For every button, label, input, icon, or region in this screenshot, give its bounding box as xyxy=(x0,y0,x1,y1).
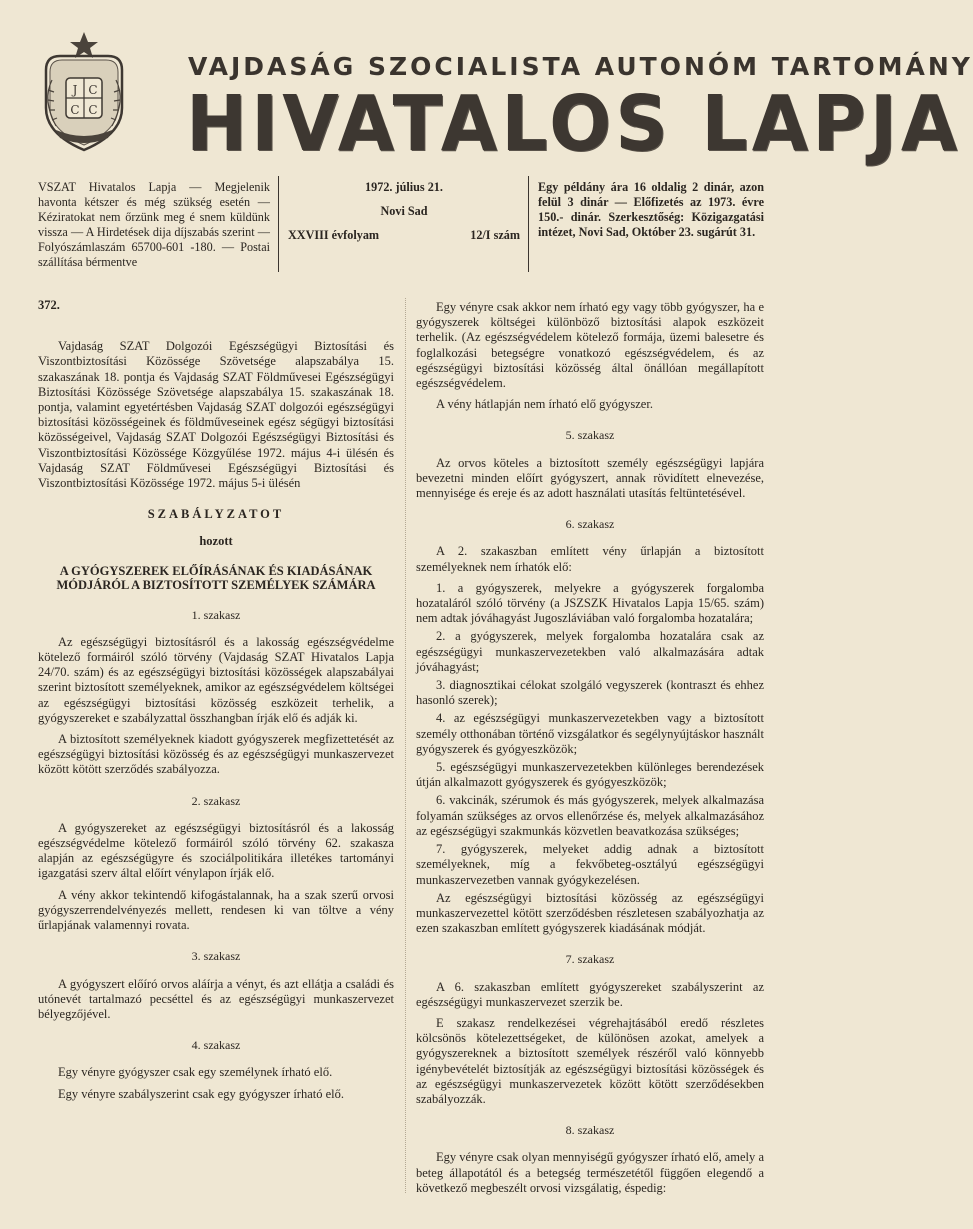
paragraph: Az orvos köteles a biztosított személy egészségügyi lapjára bevezetni minden előírt gyógyszert, annak rövidített elnevezése, mennyisége és ereje és az adott használati utasítás feltüntetésével. xyxy=(416,455,764,501)
masthead-supertitle: VAJDASÁG SZOCIALISTA AUTONÓM TARTOMÁNY xyxy=(188,52,973,81)
svg-text:C: C xyxy=(88,103,98,117)
preamble: Vajdaság SZAT Dolgozói Egészségügyi Biztosítási és Viszontbiztosítási Közössége Szövetsége alapszabálya 15. szakaszának 18. pontja és Vajdaság SZAT Földművesei Egészségügyi Biztosítási Közössége Szövetsége alapszabálya 15. szakaszának 18. pontja, valamint egyetértésben Vajdaság SZAT dolgozói egészségügyi biztosítási közösségeinek és földműveseinek egész ségügyi biztosítási közösségeivel, Vajdaság SZAT Dolgozói Egészségügyi Biztosítási és Viszontbiztosítási Közössége Közgyűlése 1972. május 4-i ülésén és Vajdaság SZAT Földművesei Egészségügyi Biztosítási és Viszontbiztosítási Közössége 1972. május 5-i ülésén xyxy=(38,339,394,491)
section-heading: 8. szakasz xyxy=(565,1123,615,1138)
right-column xyxy=(416,300,764,1202)
paragraph: Egy vényre szabályszerint csak egy gyógyszer írható elő. xyxy=(58,1086,345,1101)
svg-text:J: J xyxy=(72,83,78,97)
section-heading: 2. szakasz xyxy=(191,793,241,808)
list-item: 3. diagnosztikai célokat szolgáló vegyszerek (kontraszt és ehhez hasonló szerek); xyxy=(416,678,764,708)
section-heading: 3. szakasz xyxy=(191,949,241,964)
paragraph: A 2. szakaszban említett vény űrlapján a biztosított személyeknek nem írhatók elő: xyxy=(416,544,764,574)
header-divider xyxy=(528,176,529,272)
paragraph: Egy vényre csak akkor nem írható egy vagy több gyógyszer, ha e gyógyszerek költségei különböző biztosítási alapok eszközeit terhelik. (Az egészségvédelem kötelező formája, üzemi balesetre és foglalkozási betegségre vonatkozó egészségvédelem, és az egészségügyi biztosítási közösség által önállóan megállapított egészségvédelem. xyxy=(416,300,764,391)
masthead-title: HIVATALOS LAPJA xyxy=(186,79,962,170)
section-heading: 4. szakasz xyxy=(191,1038,241,1053)
section-heading: 1. szakasz xyxy=(191,607,241,622)
document-hozott: hozott xyxy=(199,534,233,549)
svg-text:C: C xyxy=(70,103,80,117)
paragraph: Az egészségügyi biztosítási közösség az egészségügyi munkaszervezettel kötött szerződésben részletesen szabályozhatja az ezen szakaszban említett gyógyszerek kiadásának módját. xyxy=(416,890,764,936)
paragraph: A 6. szakaszban említett gyógyszereket szabályszerint az egészségügyi munkaszervezet szerzik be. xyxy=(416,979,764,1009)
paragraph: A gyógyszereket az egészségügyi biztosításról és a lakosság egészségvédelme kötelező formáiról szóló törvény 62. szakasza alapján az egészségügyre és szociálpolitikára illetékes tartományi igazgatási szerv által előírt vénylapon írják elő. xyxy=(38,820,394,881)
issue-volume: XXVIII évfolyam xyxy=(288,228,380,242)
list-item: 5. egészségügyi munkaszervezetekben különleges berendezések útján alkalmazott gyógyszerek és gyógyeszközök; xyxy=(416,760,764,790)
paragraph: A biztosított személyeknek kiadott gyógyszerek megfizettetését az egészségügyi biztosítási közösség és az egészségügyi munkaszervezet között kötött szerződés szabályozza. xyxy=(38,732,394,777)
header-price-info: Egy példány ára 16 oldalig 2 dinár, azon felül 3 dinár — Előfizetés az 1973. évre 150.- dinár. Szerkesztőség: Közigazgatási intézet, Novi Sad, Október 23. sugárút 31. xyxy=(538,180,764,239)
section-heading: 5. szakasz xyxy=(565,428,615,443)
section-heading: 6. szakasz xyxy=(565,517,615,532)
left-column xyxy=(38,298,394,1108)
list-item: 2. a gyógyszerek, melyek forgalomba hozatalára csak az egészségügyi munkaszervezetekben való alkalmazására adtak jóváhagyást; xyxy=(416,629,764,674)
list-item: 7. gyógyszerek, melyeket addig adnak a biztosított személyeknek, míg a fekvőbeteg-osztályú egészségügyi munkaszervezetben vannak gyógykezelésen. xyxy=(416,842,764,887)
paragraph: Egy vényre csak olyan mennyiségű gyógyszer írható elő, amely a beteg állapotától és a betegség természetétől függően elegendő a következő megbeszélt orvosi vizsgálatig, éspedig: xyxy=(416,1150,764,1195)
issue-date: 1972. július 21. xyxy=(365,180,443,194)
paragraph: A vény akkor tekintendő kifogástalannak, ha a szak szerű orvosi gyógyszerrendelvényezés mellett, rendesen ki van töltve a vény űrlapjának valamennyi rovata. xyxy=(38,887,394,933)
paragraph: Az egészségügyi biztosításról és a lakosság egészségvédelme kötelező formáiról szóló törvény (Vajdaság SZAT Hivatalos Lapja 24/70. szám) és az egészségügyi biztosítási közösségek alapszabályai szerint biztosított személyeknek, amikor az egészségvédelem költségei az egészségügyi biztosítási közösség eszközeit terhelik, a gyógyszereket e szabályzattal összhangban írják elő és adják ki. xyxy=(38,634,394,725)
paragraph: Egy vényre gyógyszer csak egy személynek írható elő. xyxy=(58,1065,333,1080)
paragraph: A gyógyszert előíró orvos aláírja a vényt, és azt ellátja a családi és utónevét tartalmazó pecséttel és az egészségügyi munkaszervezet bélyegzőjével. xyxy=(38,976,394,1021)
list-item: 6. vakcinák, szérumok és más gyógyszerek, melyek alkalmazása folyamán szükséges az orvos ellenőrzése és, melyek alkalmazásához az egészségügyi szakmunkás közvetlen beavatkozása szükséges; xyxy=(416,793,764,838)
document-title: A GYÓGYSZEREK ELŐÍRÁSÁNAK ÉS KIADÁSÁNAK MÓDJÁRÓL A BIZTOSÍTOTT SZEMÉLYEK SZÁMÁRA xyxy=(56,563,376,592)
section-heading: 7. szakasz xyxy=(565,952,615,967)
list-item: 4. az egészségügyi munkaszervezetekben vagy a biztosított személy otthonában történő vizsgálatkor és segélynyújtáskor használt gyógyszerek és gyógyeszközök; xyxy=(416,711,764,756)
document-type: SZABÁLYZATOT xyxy=(147,507,285,522)
document-number: 372. xyxy=(38,298,60,312)
coat-of-arms-icon xyxy=(36,30,132,154)
issue-volume-row xyxy=(288,228,520,243)
issue-place: Novi Sad xyxy=(380,204,428,218)
header-issue-info xyxy=(288,180,520,243)
paragraph: A vény hátlapján nem írható elő gyógyszer. xyxy=(436,397,653,412)
svg-text:C: C xyxy=(88,83,98,97)
column-divider xyxy=(405,298,406,1193)
list-item: 1. a gyógyszerek, melyekre a gyógyszerek forgalomba hozataláról szóló törvény (a JSZSZK Hivatalos Lapja 15/65. szám) nem adtak jóváhagyást Jugoszláviában való forgalomba hozatalára; xyxy=(416,580,764,626)
header-publication-info: VSZAT Hivatalos Lapja — Megjelenik havonta kétszer és még szükség esetén — Kéziratokat nem őrzünk meg é snem küldünk vissza — A Hirdetések dija díjszabás szerint — Folyószámlaszám 65700-601 -180. — Postai szállítása bérmentve xyxy=(38,180,270,269)
paragraph: E szakasz rendelkezései végrehajtásából eredő részletes kölcsönös kötelezettségeket, de különösen azokat, amelyek a gyógyszereknek a biztosított személyek részéről való könnyebb igénybevételét biztosítják az egészségügyi biztosítási közösségek és az egészségügyi munkaszervezetek között kötött szerződésekben szabályozzák. xyxy=(416,1015,764,1106)
issue-number: 12/I szám xyxy=(470,228,520,242)
header-divider xyxy=(278,176,279,272)
